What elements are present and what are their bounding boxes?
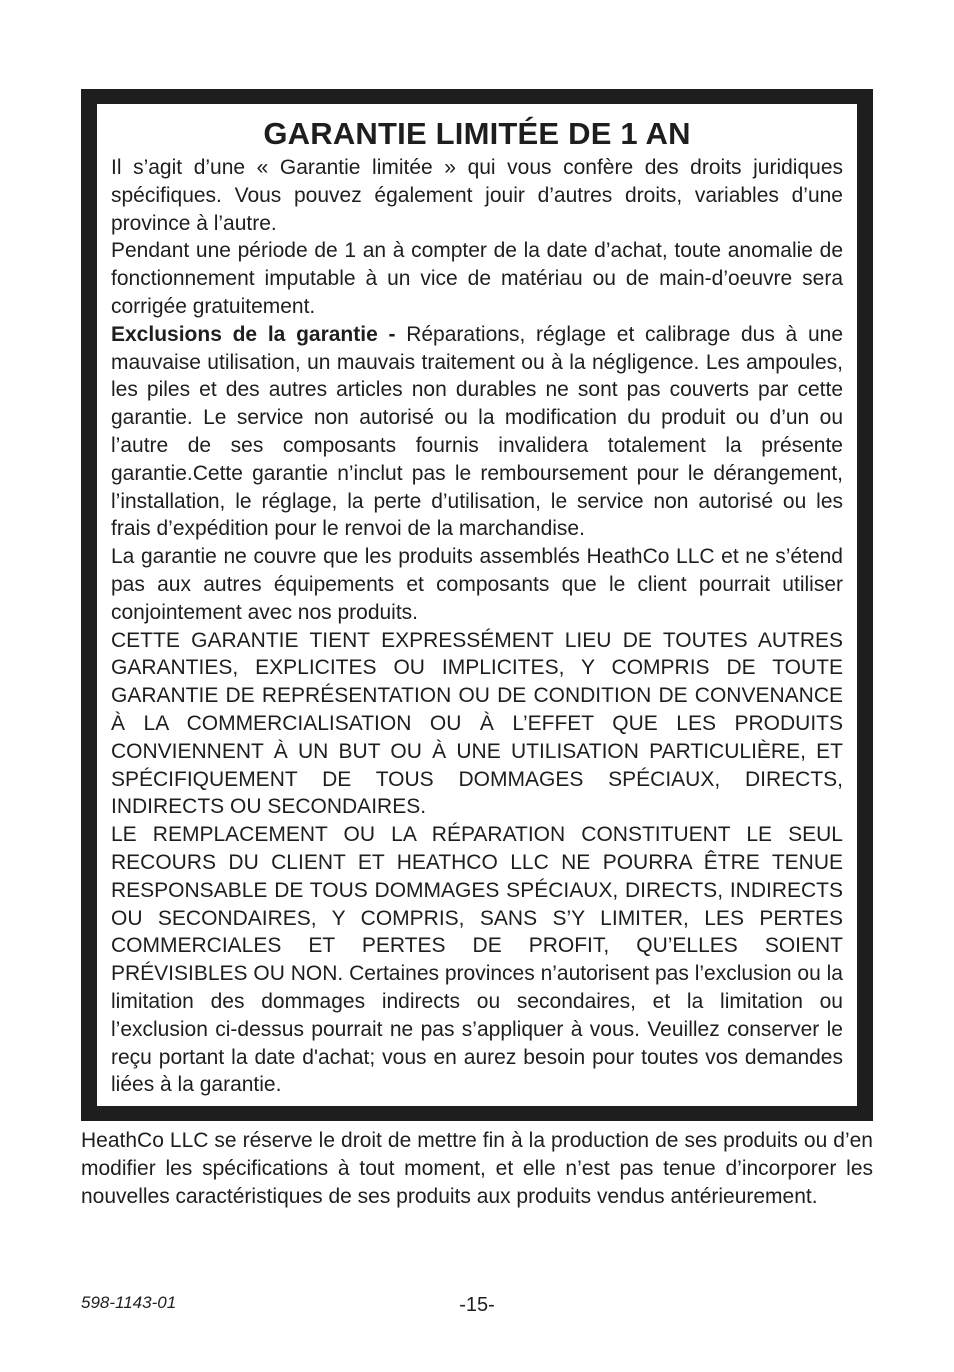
exclusions-label: Exclusions de la garantie -	[111, 322, 396, 346]
warranty-inner-panel	[95, 102, 859, 1108]
warranty-exclusions	[111, 321, 843, 543]
warranty-period: Pendant une période de 1 an à compter de la date d’achat, toute anomalie de fonctionnement imputable à un vice de matériau ou de main-d’oeuvre sera corrigée gratuitement.	[111, 239, 843, 318]
warranty-content	[111, 114, 843, 1099]
footer-note: HeathCo LLC se réserve le droit de mettre fin à la production de ses produits ou d’en modifier les spécifications à tout moment, et elle n’est pas tenue d’incorporer les nouvelles caractéristiques de ses produits aux produits vendus antérieurement.	[81, 1129, 873, 1208]
warranty-title: GARANTIE LIMITÉE DE 1 AN	[263, 116, 691, 151]
exclusions-text: Réparations, réglage et calibrage dus à une mauvaise utilisation, un mauvais traitement ou à la négligence. Les ampoules, les piles et des autres articles non durables ne sont pas couverts par cette garantie. Le service non autorisé ou la modification du produit ou d’un ou l’autre de ses composants fournis invalidera totalement la présente garantie.Cette garantie n’inclut pas le remboursement pour le dérangement, l’installation, le réglage, la perte d’utilisation, le service non autorisé ou les frais d’expédition pour le renvoi de la marchandise.	[111, 322, 843, 541]
warranty-box	[81, 89, 873, 1121]
warranty-coverage: La garantie ne couvre que les produits assemblés HeathCo LLC et ne s’étend pas aux autres équipements et composants que le client pourrait utiliser conjointement avec nos produits.	[111, 545, 843, 624]
warranty-remedy: LE REMPLACEMENT OU LA RÉPARATION CONSTITUENT LE SEUL RECOURS DU CLIENT ET HEATHCO LLC NE POURRA ÊTRE TENUE RESPONSABLE DE TOUS DOMMAGES SPÉCIAUX, DIRECTS, INDIRECTS OU SECONDAIRES, Y COMPRIS, SANS S’Y LIMITER, LES PERTES COMMERCIALES ET PERTES DE PROFIT, QU’ELLES SOIENT PRÉVISIBLES OU NON. Certaines provinces n’autorisent pas l’exclusion ou la limitation des dommages indirects ou secondaires, et la limitation ou l’exclusion ci-dessus pourrait ne pas s’appliquer à vous. Veuillez conserver le reçu portant la date d'achat; vous en aurez besoin pour toutes vos demandes liées à la garantie.	[111, 823, 843, 1097]
document-number: 598-1143-01	[81, 1293, 177, 1312]
warranty-express: CETTE GARANTIE TIENT EXPRESSÉMENT LIEU DE TOUTES AUTRES GARANTIES, EXPLICITES OU IMPLICITES, Y COMPRIS DE TOUTE GARANTIE DE REPRÉSENTATION OU DE CONDITION DE CONVENANCE À LA COMMERCIALISATION OU À L’EFFET QUE LES PRODUITS CONVIENNENT À UN BUT OU À UNE UTILISATION PARTICULIÈRE, ET SPÉCIFIQUEMENT DE TOUS DOMMAGES SPÉCIAUX, DIRECTS, INDIRECTS OU SECONDAIRES.	[111, 628, 843, 819]
warranty-intro: Il s’agit d’une « Garantie limitée » qui vous confère des droits juridiques spécifiques. Vous pouvez également jouir d’autres droits, variables d’une province à l’autre.	[111, 156, 843, 235]
page-number: -15-	[459, 1294, 495, 1316]
